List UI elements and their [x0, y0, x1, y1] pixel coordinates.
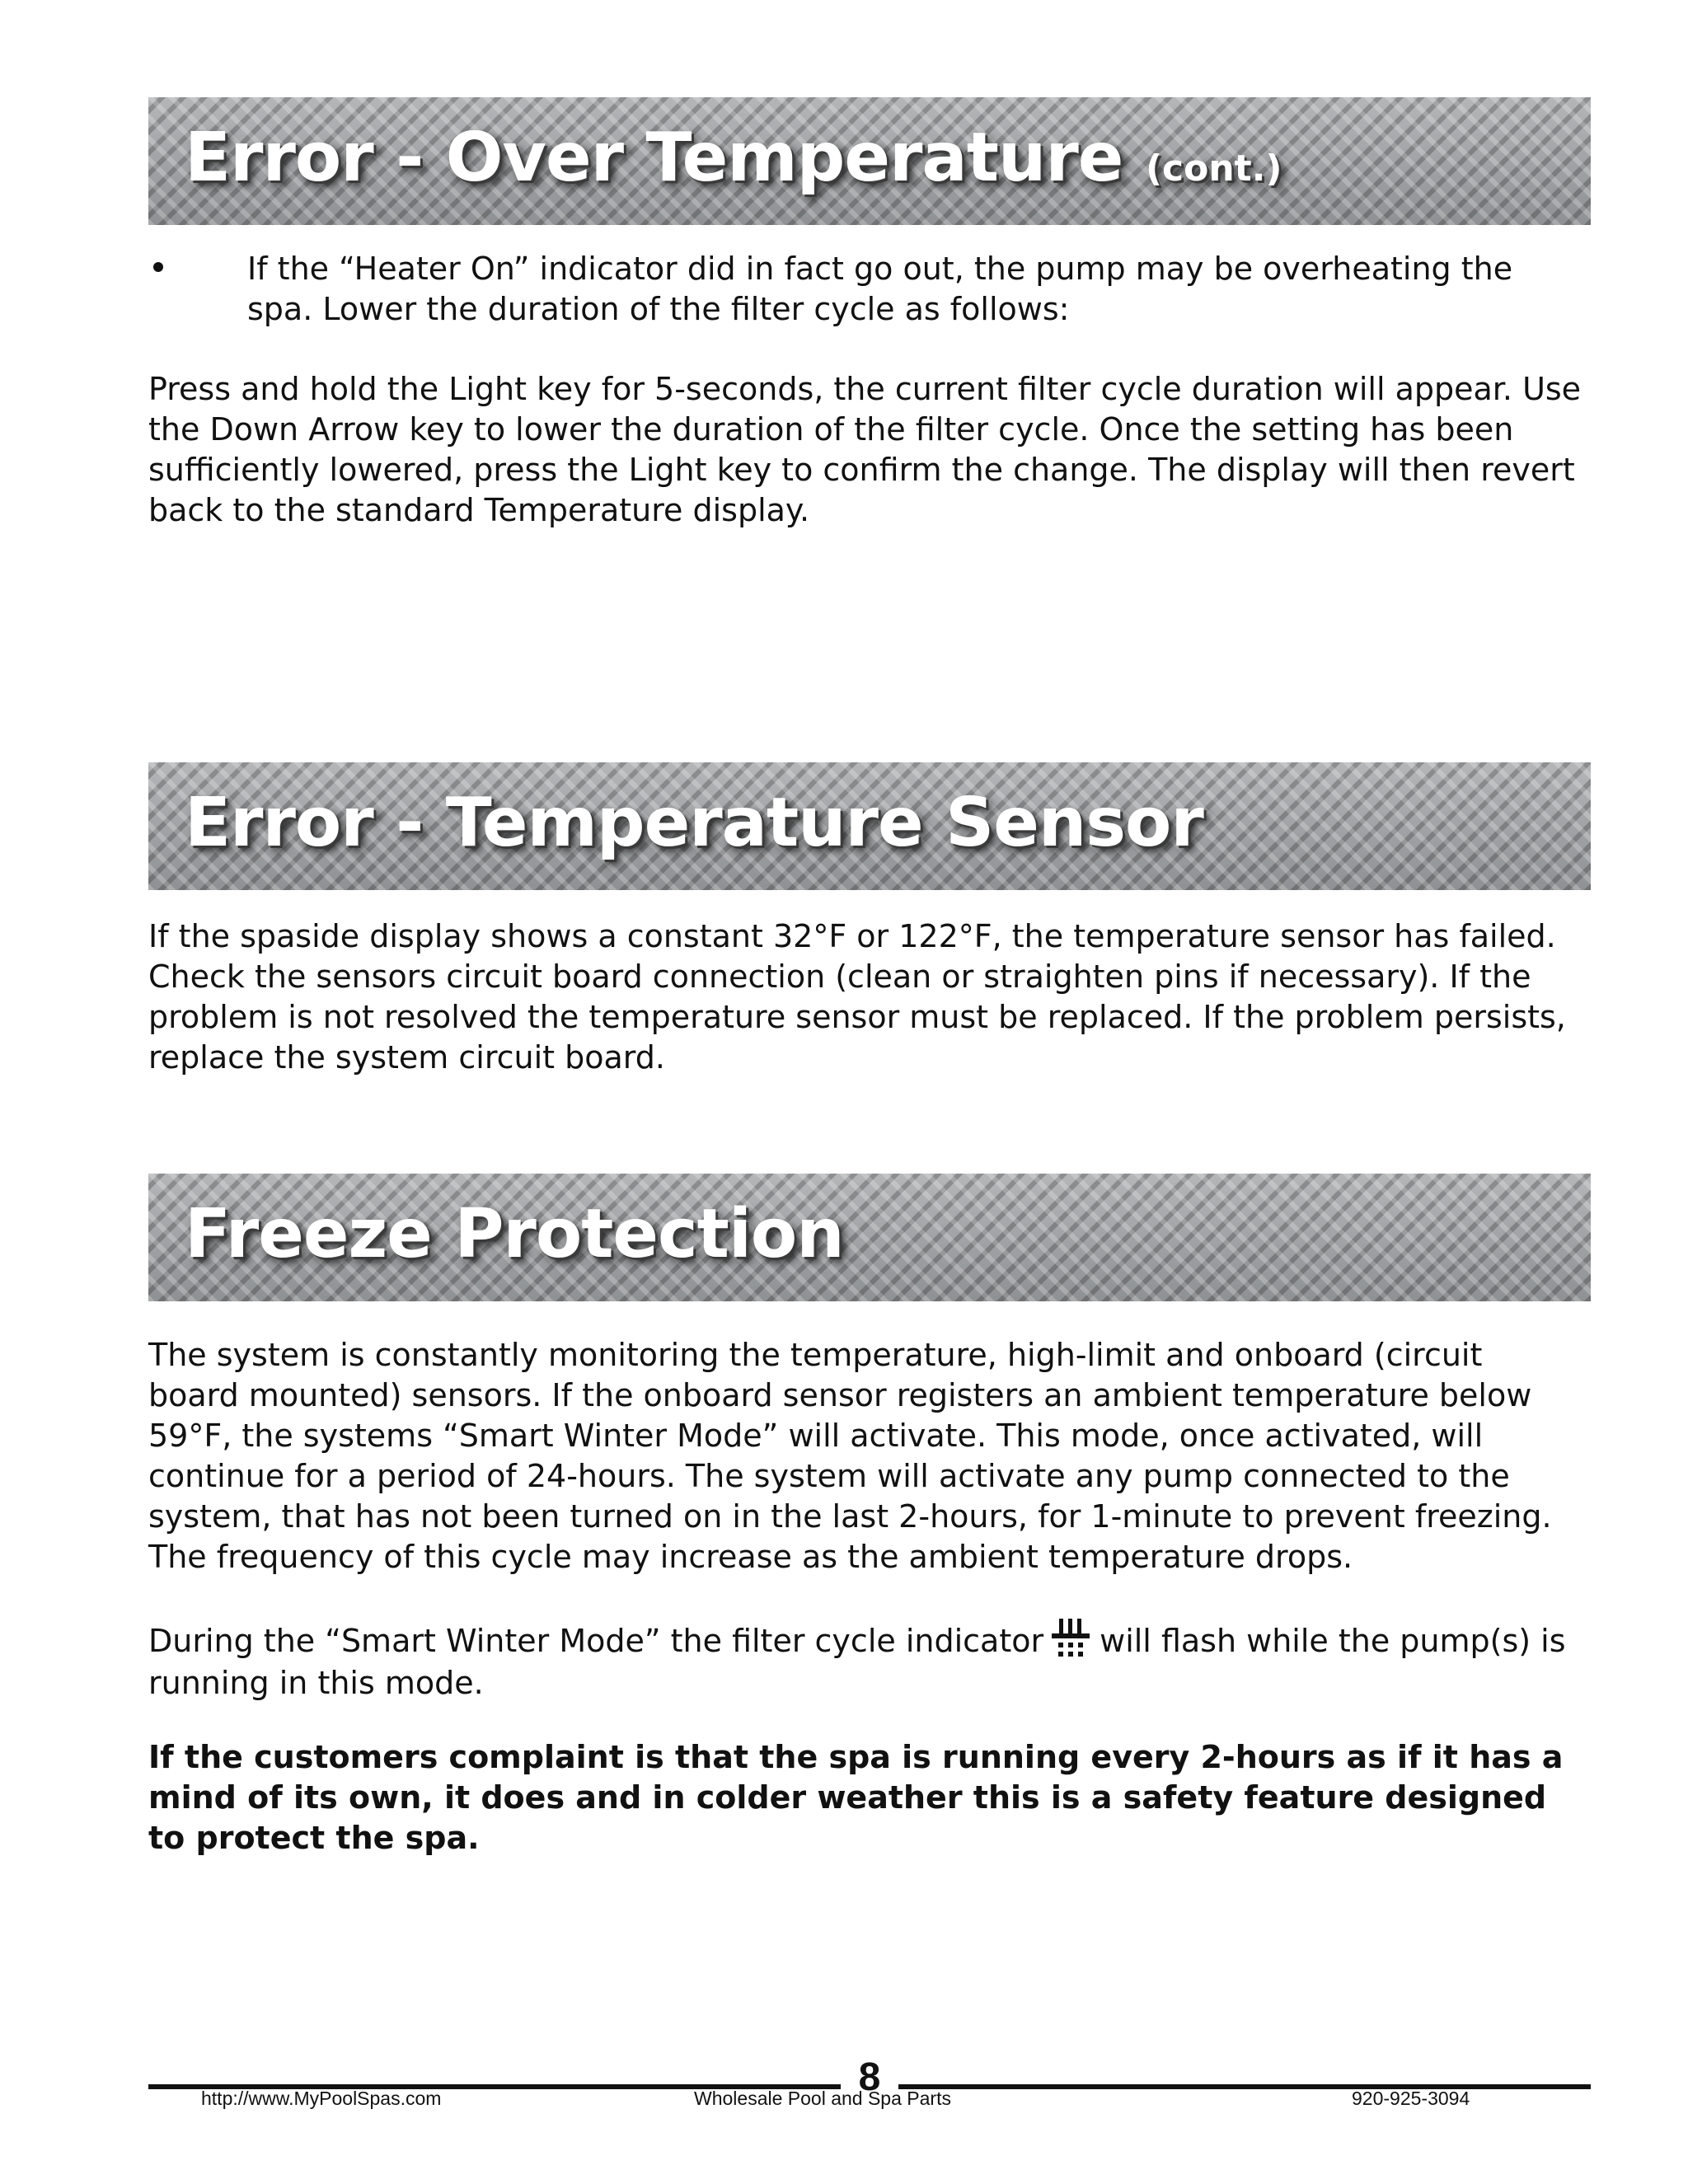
footer-rule-right: [898, 2084, 1591, 2089]
indicator-text-after: will flash while the pump(s) is running in this mode.: [148, 1623, 1566, 1701]
section-title: Freeze Protection: [185, 1195, 844, 1273]
freeze-paragraph: The system is constantly monitoring the temperature, high-limit and onboard (circuit board mounted) sensors. If the onboard sensor registers an ambient temperature below 59°F, the systems “Smart Winter Mode” will activate. This mode, once activated, will continue for a period of 24-hours. The system will activate any pump connected to the system, that has not been turned on in the last 2-hours, for 1-minute to prevent freezing. The frequency of this cycle may increase as the ambient temperature drops.: [148, 1337, 1552, 1575]
bullet-text: If the “Heater On” indicator did in fact go out, the pump may be overheating the spa. Lower the duration of the filter cycle as follows:: [247, 251, 1513, 327]
bullet-icon: [153, 262, 163, 272]
footer-phone: 920-925-3094: [1352, 2088, 1470, 2109]
section-title-suffix: (cont.): [1145, 148, 1282, 190]
section-banner-freeze-protection: [148, 1174, 1591, 1301]
section-banner-temperature-sensor: [148, 762, 1591, 890]
indicator-text-before: During the “Smart Winter Mode” the filter cycle indicator: [148, 1623, 1044, 1659]
page-number: 8: [858, 2055, 881, 2099]
customer-complaint-note: If the customers complaint is that the spa is running every 2-hours as if it has a mind of its own, it does and in colder weather this is a safety feature designed to protect the spa.: [148, 1739, 1564, 1856]
section-banner-over-temperature: [148, 97, 1591, 225]
instructions-paragraph: Press and hold the Light key for 5-seconds, the current filter cycle duration will appear. Use the Down Arrow key to lower the duration of the filter cycle. Once the setting has been sufficiently lowered, press the Light key to confirm the change. The display will then revert back to the standard Temperature display.: [148, 371, 1582, 528]
sensor-paragraph: If the spaside display shows a constant 32°F or 122°F, the temperature sensor has failed. Check the sensors circuit board connection (clean or straighten pins if necessary). If the problem is not resolved the temperature sensor must be replaced. If the problem persists, replace the system circuit board.: [148, 918, 1566, 1076]
section-title-text: Error - Over Temperature: [185, 119, 1123, 197]
filter-cycle-icon: [1047, 1615, 1095, 1663]
section-title: [185, 119, 1282, 197]
indicator-paragraph: [148, 1615, 1582, 1704]
footer-company: Wholesale Pool and Spa Parts: [694, 2088, 951, 2109]
footer-url-link[interactable]: http://www.MyPoolSpas.com: [201, 2088, 442, 2109]
section-title: Error - Temperature Sensor: [185, 784, 1203, 862]
